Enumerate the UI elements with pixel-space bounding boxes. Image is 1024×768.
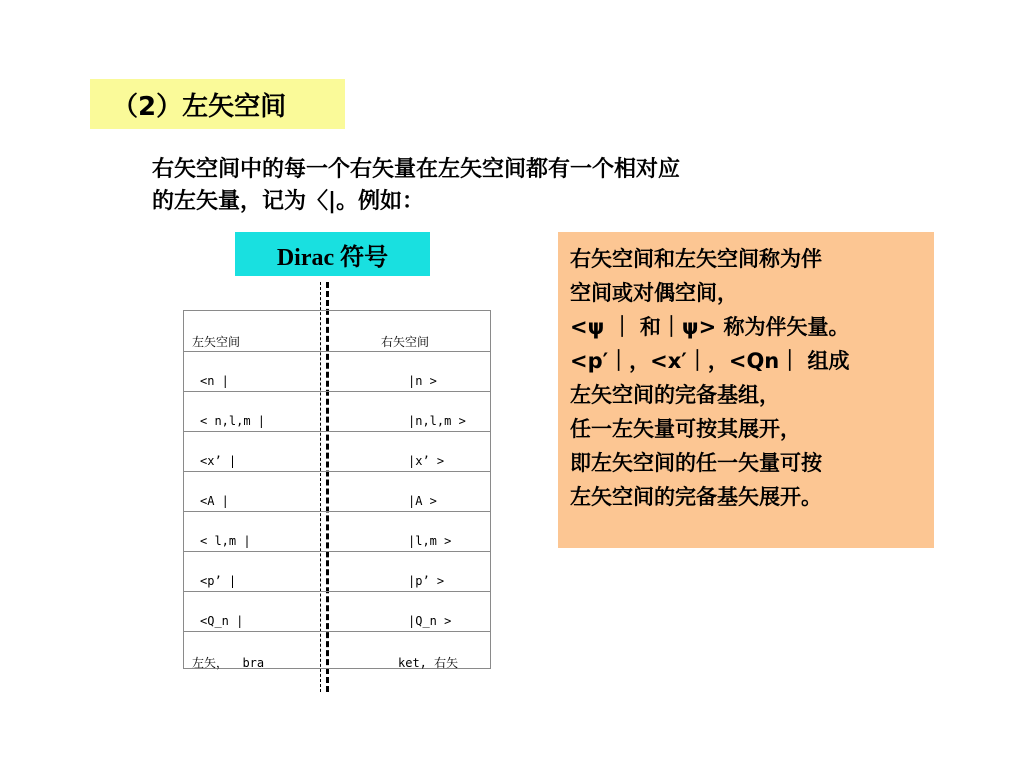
table-row-header xyxy=(184,311,490,351)
table-cell-ket: |n > xyxy=(408,374,437,388)
table-cell-bra: < l,m | xyxy=(200,534,251,548)
table-cell-ket: |p’ > xyxy=(408,574,445,588)
table-row xyxy=(184,391,490,431)
section-title xyxy=(90,79,345,129)
dirac-symbol-text: Dirac 符号 xyxy=(276,244,389,271)
table-cell-ket: |x’ > xyxy=(408,454,445,468)
table-header-left: 左矢空间 xyxy=(192,335,241,349)
table-row xyxy=(184,551,490,591)
table-row xyxy=(184,431,490,471)
intro-line-1: 右矢空间中的每一个右矢量在左矢空间都有一个相对应 xyxy=(152,157,681,182)
note-line: 即左矢空间的任一矢量可按 xyxy=(570,451,822,475)
table-cell-bra: <p’ | xyxy=(200,574,237,588)
note-line: <ψ ｜ 和｜ψ> 称为伴矢量。 xyxy=(570,315,850,339)
table-row-footer xyxy=(184,631,490,671)
table-footer-left: 左矢， bra xyxy=(192,656,265,670)
table-row xyxy=(184,591,490,631)
intro-paragraph xyxy=(152,154,852,218)
table-cell-ket: |l,m > xyxy=(408,534,452,548)
table-header-right: 右矢空间 xyxy=(381,335,430,349)
table-cell-ket: |n,l,m > xyxy=(408,414,466,428)
note-line: 左矢空间的完备基组， xyxy=(570,383,780,407)
note-line: <p′｜，<x′｜，<Qn｜ 组成 xyxy=(570,349,850,373)
table-footer-right: ket, 右矢 xyxy=(398,656,459,670)
table-cell-ket: |A > xyxy=(408,494,437,508)
note-line: 任一左矢量可按其展开， xyxy=(570,417,801,441)
table-row xyxy=(184,511,490,551)
intro-line-2: 的左矢量，记为〈|。例如： xyxy=(152,189,425,214)
note-line: 空间或对偶空间， xyxy=(570,281,738,305)
table-cell-ket: |Q_n > xyxy=(408,614,452,628)
table-cell-bra: <A | xyxy=(200,494,229,508)
table-row xyxy=(184,471,490,511)
section-title-text: （2）左矢空间 xyxy=(112,91,287,122)
table-cell-bra: < n,l,m | xyxy=(200,414,266,428)
note-line: 左矢空间的完备基矢展开。 xyxy=(570,485,822,509)
dirac-symbol-label xyxy=(235,232,430,276)
table-row xyxy=(184,351,490,391)
table-cell-bra: <n | xyxy=(200,374,229,388)
note-line: 右矢空间和左矢空间称为伴 xyxy=(570,247,822,271)
table-cell-bra: <x’ | xyxy=(200,454,237,468)
bra-ket-table xyxy=(183,310,491,669)
dual-space-note xyxy=(558,232,934,548)
table-cell-bra: <Q_n | xyxy=(200,614,244,628)
